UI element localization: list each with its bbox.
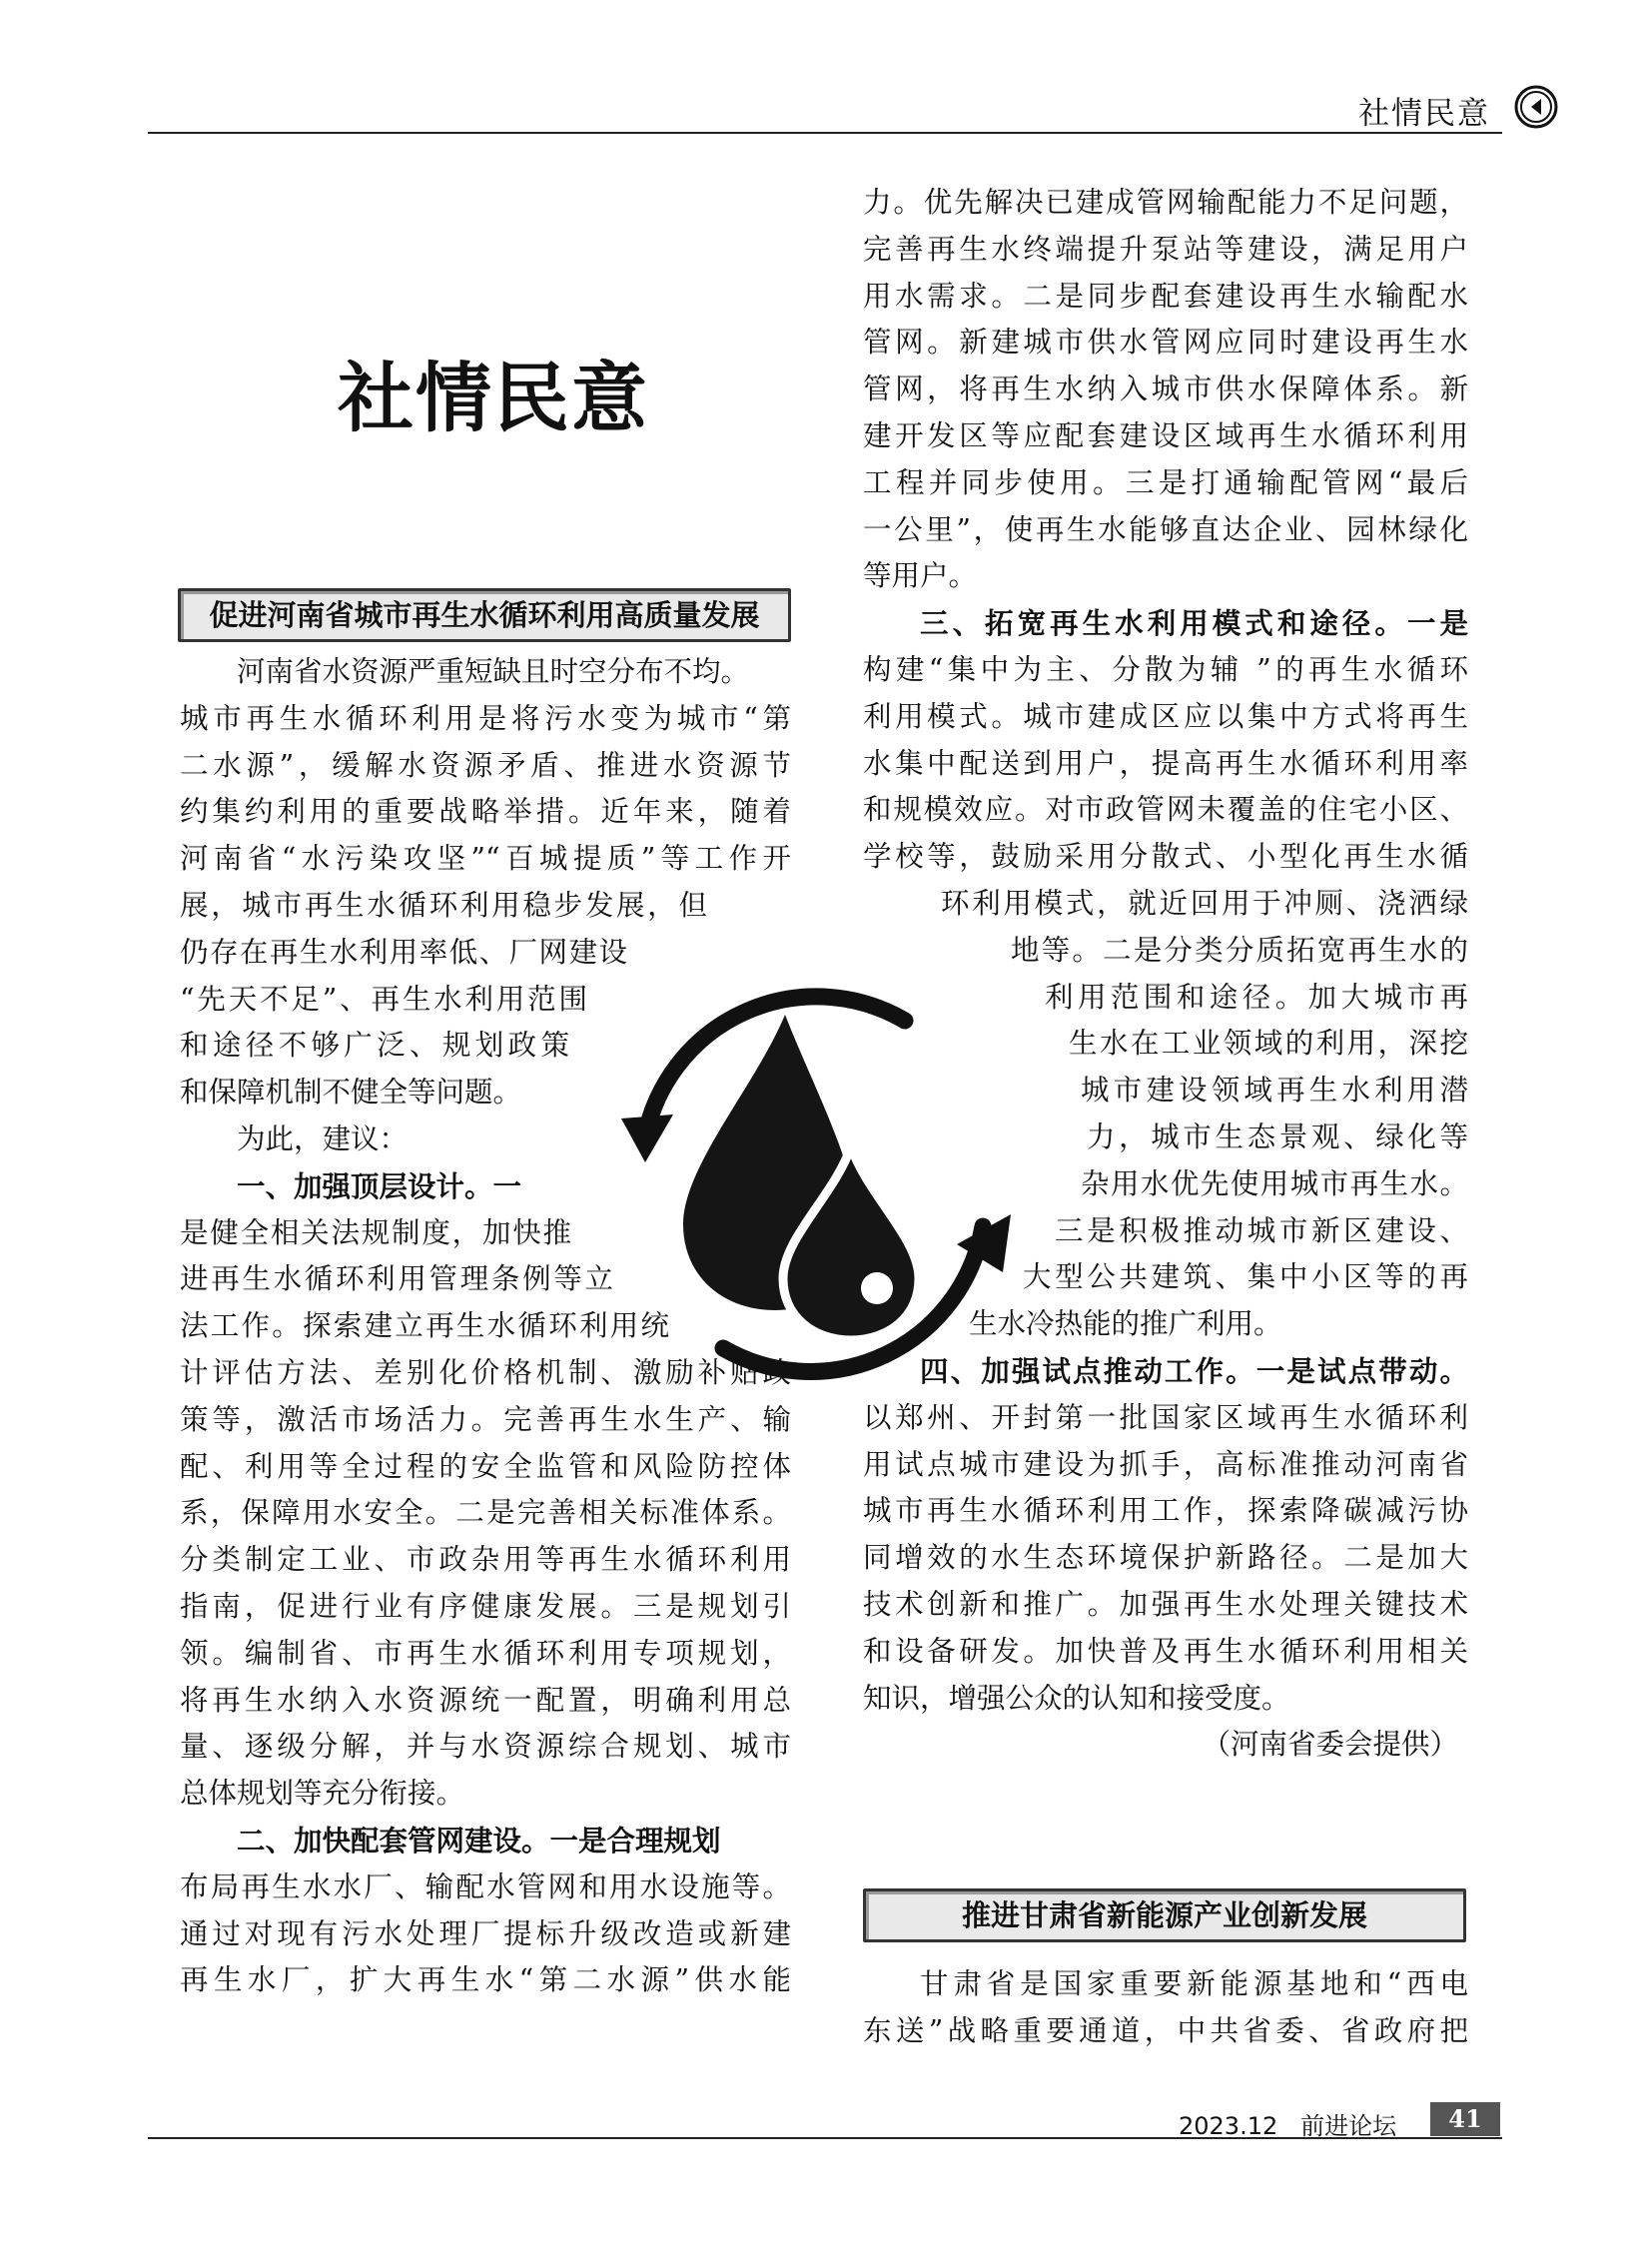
- issue-date: 2023.12: [1179, 2112, 1278, 2140]
- text-line: 约集约利用的重要战略举措。近年来，随着: [180, 795, 791, 829]
- text-line: 用水需求。二是同步配套建设再生水输配水: [863, 279, 1468, 313]
- text-line: 甘肃省是国家重要新能源基地和“西电: [920, 1967, 1468, 2000]
- text-line: 知识，增强公众的认知和接受度。: [863, 1681, 1290, 1715]
- section-heading: 四、加强试点推动工作。一是试点带动。: [920, 1353, 1468, 1388]
- article-right-column: [863, 180, 1468, 1769]
- text-line: 力。优先解决已建成管网输配能力不足问题，: [863, 186, 1468, 219]
- running-header: 社情民意: [1358, 96, 1490, 132]
- text-line: 同增效的水生态环境保护新路径。二是加大: [863, 1541, 1468, 1575]
- article-credit: （河南省委会提供）: [1202, 1728, 1458, 1762]
- section-heading: 一、加强顶层设计。一: [237, 1168, 522, 1203]
- circled-arrow-icon: [1513, 84, 1559, 130]
- text-line: 领。编制省、市再生水循环利用专项规划，: [180, 1636, 791, 1670]
- text-line: 法工作。探索建立再生水循环利用统: [180, 1309, 669, 1343]
- text-line: 生水在工业领域的利用，深挖: [1069, 1027, 1468, 1061]
- text-line: 仍存在再生水利用率低、厂网建设: [180, 935, 627, 969]
- text-line: 工程并同步使用。三是打通输配管网“最后: [863, 465, 1468, 499]
- text-line: 展，城市再生水循环利用稳步发展，但: [180, 888, 707, 922]
- text-line: 指南，促进行业有序健康发展。三是规划引: [180, 1589, 791, 1623]
- magazine-name: 前进论坛: [1300, 2112, 1397, 2140]
- text-line: 河南省“水污染攻坚”“百城提质”等工作开: [180, 842, 791, 876]
- text-line: 进再生水循环利用管理条例等立: [180, 1262, 613, 1296]
- text-line: 以郑州、开封第一批国家区域再生水循环利: [863, 1400, 1468, 1434]
- header-rule: [148, 132, 1502, 134]
- text-line: 将再生水纳入水资源统一配置，明确利用总: [180, 1683, 791, 1717]
- text-line: 通过对现有污水处理厂提标升级改造或新建: [180, 1916, 791, 1950]
- text-line: 为此，建议：: [237, 1121, 409, 1155]
- text-line: 东送”战略重要通道，中共省委、省政府把: [863, 2013, 1468, 2047]
- text-line: 城市再生水循环利用是将污水变为城市“第: [180, 701, 791, 735]
- text-line: 城市建设领域再生水利用潜: [1081, 1074, 1468, 1108]
- page-title: 社情民意: [338, 354, 649, 442]
- section-heading: 二、加快配套管网建设。一是合理规划: [237, 1823, 721, 1858]
- article-title-banner: 推进甘肃省新能源产业创新发展: [863, 1888, 1466, 1942]
- text-line: 和规模效应。对市政管网未覆盖的住宅小区、: [863, 793, 1468, 827]
- text-line: 技术创新和推广。加强再生水处理关键技术: [863, 1587, 1468, 1621]
- footer-issue: [1179, 2106, 1396, 2141]
- text-line: 配、利用等全过程的安全监管和风险防控体: [180, 1449, 791, 1483]
- water-recycle-icon: [605, 977, 1023, 1386]
- text-line: 力，城市生态景观、绿化等: [1087, 1120, 1468, 1153]
- text-line: 三是积极推动城市新区建设、: [1055, 1213, 1468, 1247]
- text-line: 学校等，鼓励采用分散式、小型化再生水循: [863, 840, 1468, 874]
- text-line: 杂用水优先使用城市再生水。: [1081, 1166, 1468, 1200]
- text-line: 利用范围和途径。加大城市再: [1045, 980, 1468, 1014]
- text-line: 生水冷热能的推广利用。: [969, 1307, 1282, 1341]
- text-line: 和途径不够广泛、规划政策: [180, 1029, 569, 1063]
- text-line: 用试点城市建设为抓手，高标准推动河南省: [863, 1447, 1468, 1481]
- text-line: 计评估方法、差别化价格机制、激励补贴政: [180, 1355, 791, 1389]
- text-line: 布局再生水水厂、输配水管网和用水设施等。: [180, 1869, 791, 1903]
- text-line: “先天不足”、再生水利用范围: [180, 982, 587, 1016]
- text-line: 是健全相关法规制度，加快推: [180, 1215, 571, 1249]
- text-line: 城市再生水循环利用工作，探索降碳减污协: [863, 1494, 1468, 1528]
- text-line: 水集中配送到用户，提高再生水循环利用率: [863, 746, 1468, 780]
- text-line: 大型公共建筑、集中小区等的再: [1023, 1260, 1468, 1294]
- section-heading: 三、拓宽再生水利用模式和途径。一是: [920, 606, 1468, 641]
- text-line: 一公里”，使再生水能够直达企业、园林绿化: [863, 512, 1468, 546]
- text-line: 管网，将再生水纳入城市供水保障体系。新: [863, 373, 1468, 406]
- text-line: 再生水厂，扩大再生水“第二水源”供水能: [180, 1963, 791, 1997]
- page-number: 41: [1430, 2102, 1500, 2136]
- text-line: 构建“集中为主、分散为辅 ”的再生水循环: [863, 652, 1468, 686]
- text-line: 管网。新建城市供水管网应同时建设再生水: [863, 326, 1468, 360]
- footer-rule: [148, 2137, 1502, 2139]
- text-line: 利用模式。城市建成区应以集中方式将再生: [863, 699, 1468, 733]
- text-line: 河南省水资源严重短缺且时空分布不均。: [237, 655, 750, 688]
- text-line: 完善再生水终端提升泵站等建设，满足用户: [863, 232, 1468, 266]
- text-line: 等用户。: [863, 559, 978, 593]
- text-line: 环利用模式，就近回用于冲厕、浇洒绿: [941, 886, 1468, 920]
- article2-body: [863, 1961, 1468, 2055]
- text-line: 和保障机制不健全等问题。: [180, 1076, 522, 1110]
- text-line: 系，保障用水安全。二是完善相关标准体系。: [180, 1496, 791, 1530]
- text-line: 地等。二是分类分质拓宽再生水的: [1011, 933, 1468, 967]
- text-line: 建开发区等应配套建设区域再生水循环利用: [863, 418, 1468, 452]
- text-line: 总体规划等充分衔接。: [180, 1777, 465, 1811]
- text-line: 和设备研发。加快普及再生水循环利用相关: [863, 1634, 1468, 1668]
- text-line: 策等，激活市场活力。完善再生水生产、输: [180, 1402, 791, 1436]
- text-line: 量、逐级分解，并与水资源综合规划、城市: [180, 1730, 791, 1764]
- article-title-banner: 促进河南省城市再生水循环利用高质量发展: [178, 588, 791, 642]
- text-line: 二水源”，缓解水资源矛盾、推进水资源节: [180, 748, 791, 782]
- text-line: 分类制定工业、市政杂用等再生水循环利用: [180, 1543, 791, 1577]
